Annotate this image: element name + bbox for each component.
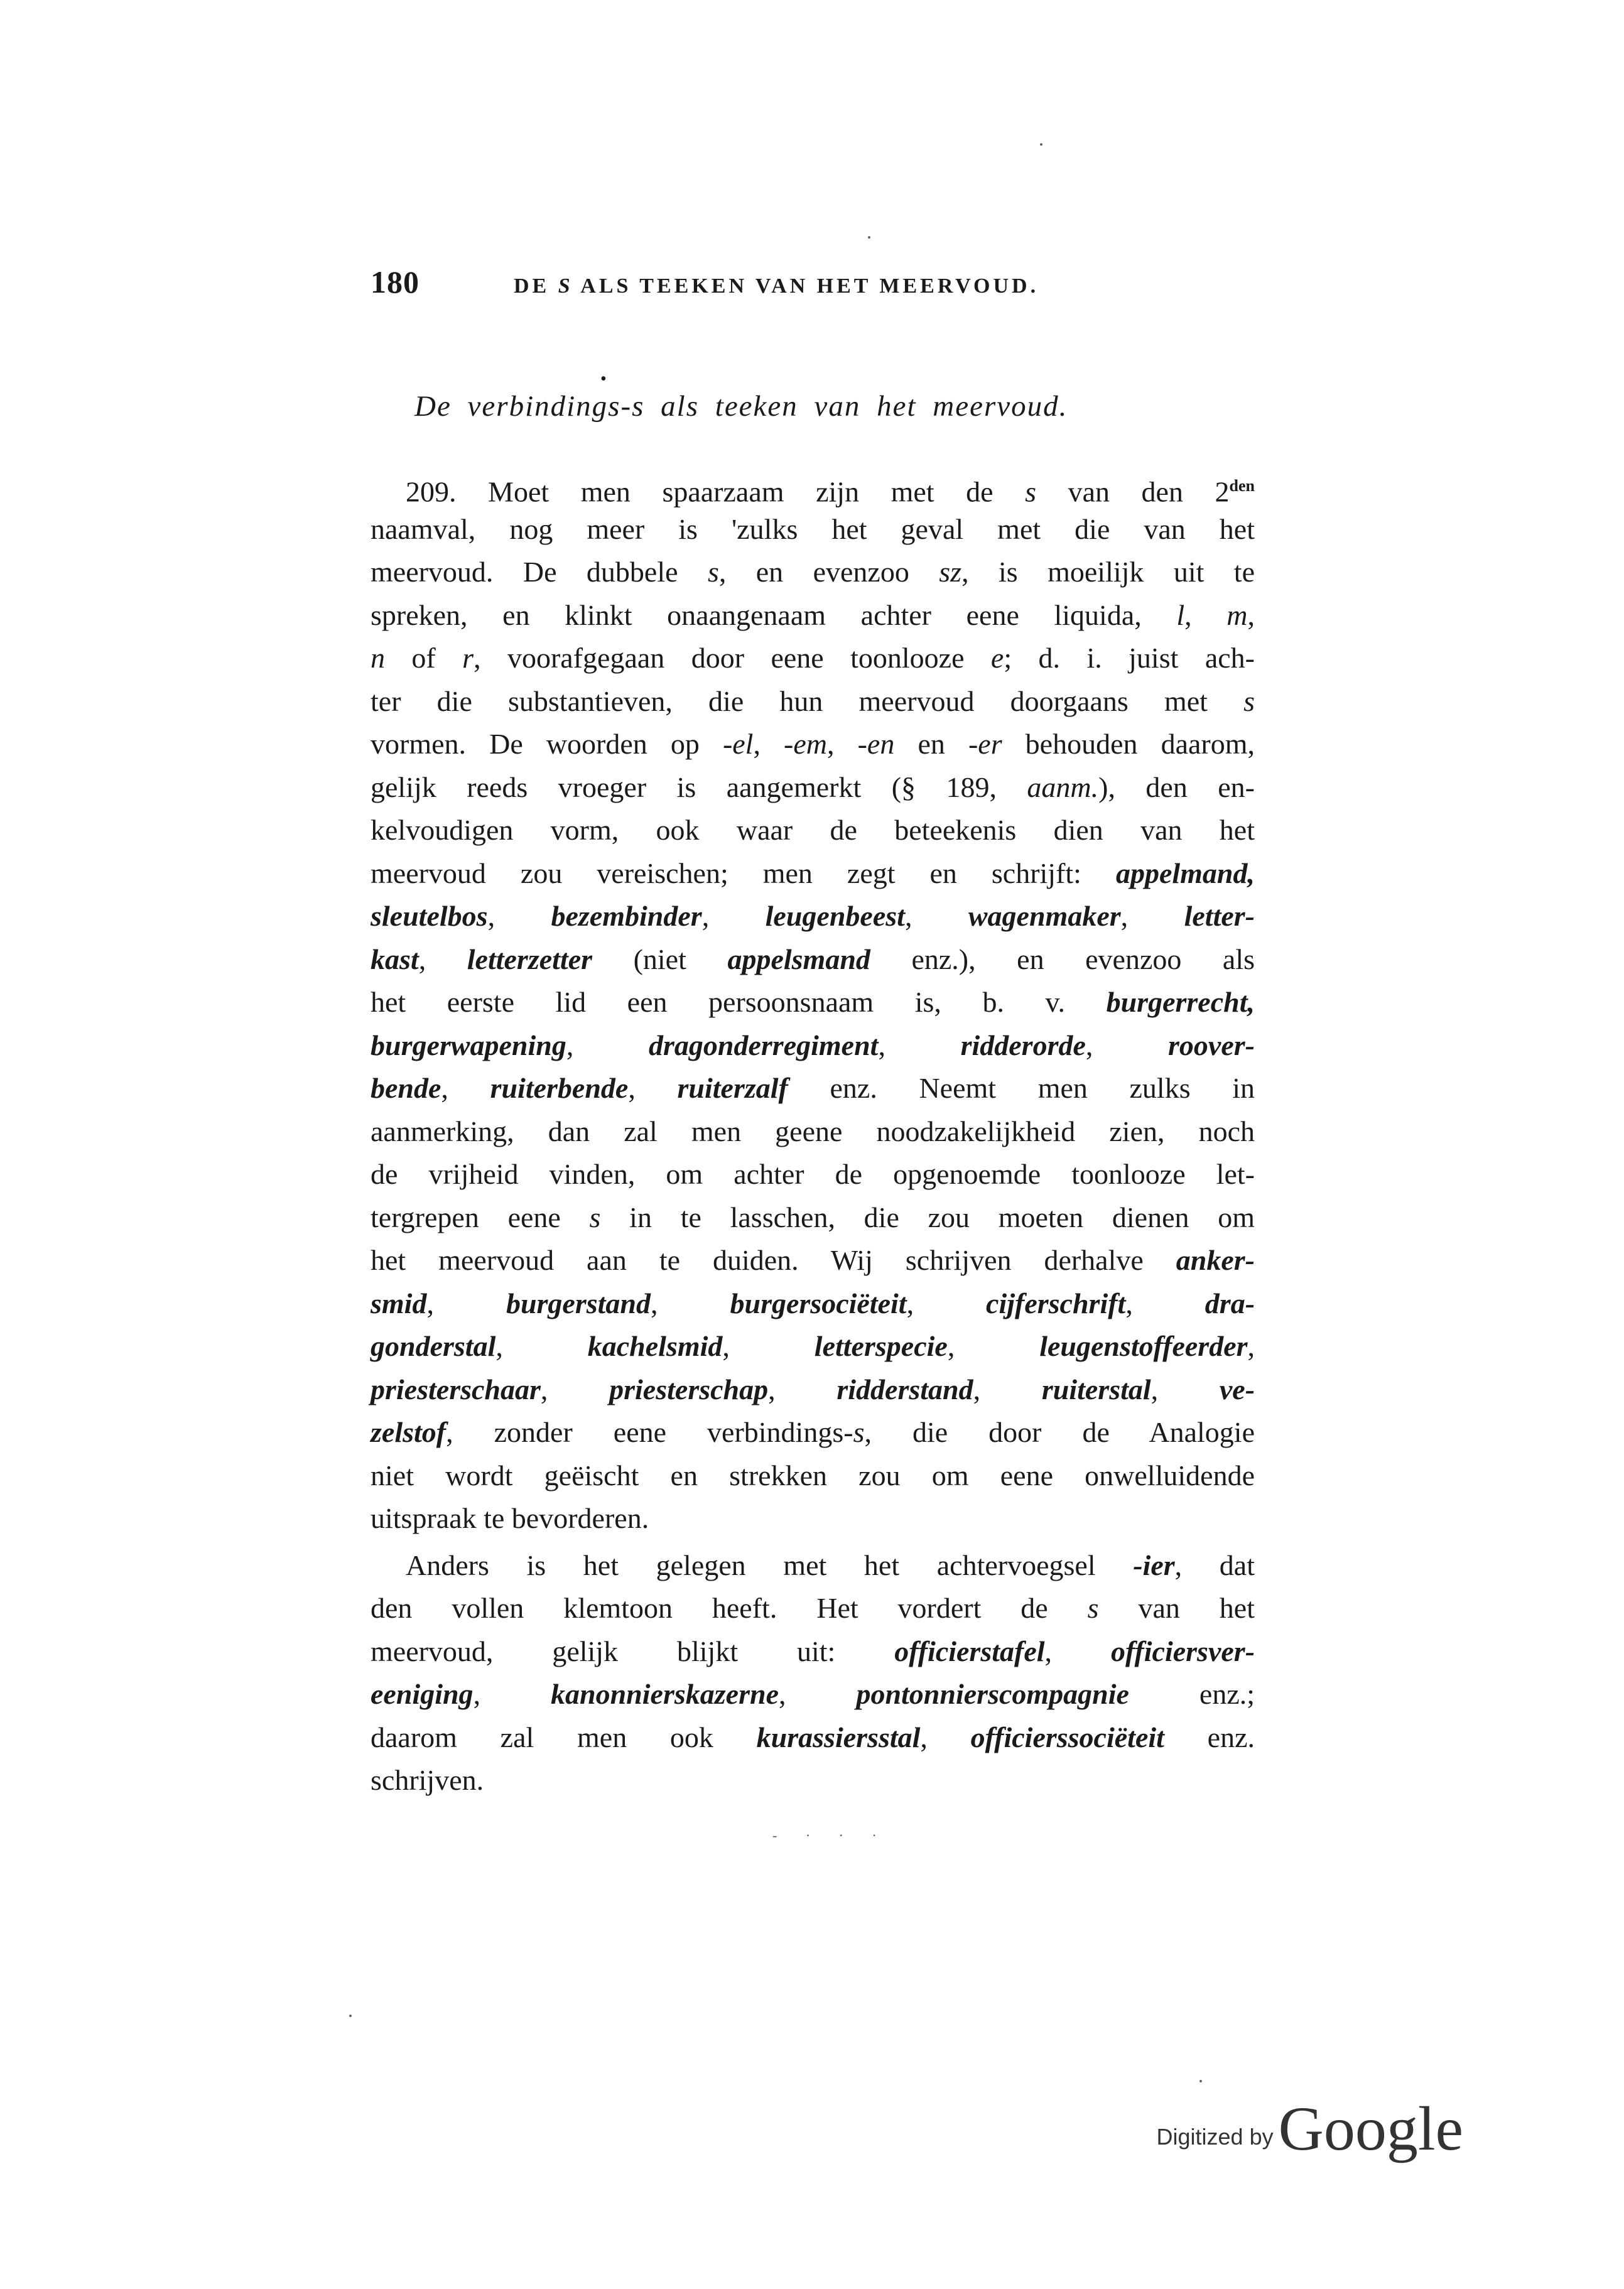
paragraph-anders	[371, 1544, 1255, 1802]
text-run: dra-	[1204, 1287, 1255, 1319]
text-run: ,	[1085, 1029, 1169, 1061]
text-run: en	[894, 728, 968, 760]
text-run: , voorafgegaan door eene toonlooze	[474, 642, 991, 674]
text-line	[371, 1544, 1255, 1588]
text-run: leugenstoffeerder	[1039, 1330, 1248, 1362]
text-run: spreken, en klinkt onaangenaam achter eene liquida,	[371, 598, 1177, 631]
text-run: ,	[628, 1072, 678, 1104]
page-speck	[1040, 143, 1042, 146]
text-run: officierstafel	[894, 1635, 1045, 1667]
text-run: ridderstand	[836, 1373, 973, 1405]
text-run: , en evenzoo	[718, 556, 939, 588]
text-run: -el	[722, 728, 754, 760]
text-run: smid	[371, 1287, 427, 1319]
text-line	[371, 1630, 1255, 1674]
text-run: meervoud, gelijk blijkt uit:	[371, 1635, 895, 1667]
text-run: tergrepen eene	[371, 1201, 590, 1233]
text-run: ,	[1247, 1330, 1255, 1362]
running-title: DE S ALS TEEKEN VAN HET MEERVOUD.	[514, 274, 1039, 298]
body-text	[371, 465, 1255, 1802]
text-run: kurassiersstal	[756, 1721, 921, 1753]
text-line	[371, 809, 1255, 852]
text-run: gelijk reeds vroeger is aangemerkt (§ 189,	[371, 771, 1027, 803]
paragraph-209	[371, 465, 1255, 1540]
text-line	[371, 1716, 1255, 1760]
text-run: ,	[426, 1287, 506, 1319]
text-run: ,	[495, 1330, 588, 1362]
text-run: anker-	[1176, 1244, 1255, 1276]
text-run: officiersver-	[1110, 1635, 1255, 1667]
text-run: e	[990, 642, 1004, 674]
digitized-by-label: Digitized by	[1156, 2124, 1274, 2150]
text-run: s	[1243, 685, 1255, 717]
text-line	[371, 1024, 1255, 1068]
text-run: ,	[947, 1330, 1040, 1362]
text-run: burgerrecht,	[1106, 986, 1255, 1018]
text-run: , dat	[1174, 1549, 1255, 1581]
text-line	[371, 680, 1255, 723]
text-run: aanm.	[1027, 771, 1099, 803]
text-run: de vrijheid vinden, om achter de opgenoemde toonlooze let-	[371, 1158, 1255, 1190]
text-line	[371, 938, 1255, 982]
text-line	[371, 637, 1255, 680]
text-run: ,	[651, 1287, 730, 1319]
text-run: meervoud. De dubbele	[371, 556, 708, 588]
text-run: dragonderregiment	[648, 1029, 879, 1061]
text-run: pontonnierscompagnie	[856, 1678, 1129, 1710]
text-run: ,	[768, 1373, 837, 1405]
text-run: appelmand,	[1115, 857, 1255, 889]
text-run: ,	[778, 1678, 857, 1710]
text-line	[371, 1153, 1255, 1196]
text-run: zelstof	[371, 1416, 447, 1448]
text-line	[371, 1411, 1255, 1454]
text-line	[371, 895, 1255, 938]
text-run: ruiterstal	[1041, 1373, 1151, 1405]
digitized-by-google-watermark	[1112, 2085, 1463, 2163]
google-logo: Google	[1278, 2094, 1463, 2163]
text-line	[371, 1239, 1255, 1282]
text-run: , is moeilijk uit te	[961, 556, 1255, 588]
page-speck	[1199, 2080, 1202, 2082]
text-run: ,	[1125, 1287, 1205, 1319]
text-run: ,	[566, 1029, 649, 1061]
text-line	[371, 981, 1255, 1024]
text-line	[371, 1110, 1255, 1154]
text-run: ,	[753, 728, 784, 760]
text-run: officierssociëteit	[970, 1721, 1164, 1753]
text-run: ,	[418, 943, 467, 975]
text-run: burgerstand	[506, 1287, 651, 1319]
text-line	[371, 852, 1255, 896]
text-line	[371, 465, 1255, 508]
text-run: kast	[371, 943, 419, 975]
running-head	[371, 264, 1124, 301]
text-line	[371, 594, 1255, 637]
text-run: s	[707, 556, 719, 588]
text-run: ruiterbende	[490, 1072, 629, 1104]
text-run: ,	[540, 1373, 610, 1405]
text-run: roover-	[1168, 1029, 1255, 1061]
text-line	[371, 1282, 1255, 1326]
text-run: van den 2	[1036, 475, 1230, 508]
text-run: ,	[827, 728, 858, 760]
text-run: aanmerking, dan zal men geene noodzakelijkheid zien, noch	[371, 1115, 1255, 1147]
text-run: ,	[722, 1330, 815, 1362]
text-run: -ier	[1133, 1549, 1175, 1581]
text-run: ,	[1044, 1635, 1111, 1667]
text-run: kelvoudigen vorm, ook waar de beteekenis dien van het	[371, 814, 1255, 846]
text-run: naamval, nog meer is 'zulks het geval met die van het	[371, 512, 1255, 545]
text-run: 209. Moet men spaarzaam zijn met de	[406, 475, 1026, 508]
text-run: letterzetter	[467, 943, 593, 975]
text-run: den vollen klemtoon heeft. Het vordert de	[371, 1592, 1088, 1624]
text-run: enz. Neemt men zulks in	[788, 1072, 1255, 1104]
text-run: ,	[701, 900, 766, 932]
heading-mark: •	[600, 369, 608, 389]
text-run: den	[1229, 477, 1255, 495]
section-heading	[414, 369, 1231, 423]
page-speck	[868, 236, 870, 239]
text-run: (niet	[592, 943, 728, 975]
text-line	[371, 1368, 1255, 1412]
page-number: 180	[371, 264, 420, 300]
text-run: burgersociëteit	[730, 1287, 907, 1319]
text-run: -er	[968, 728, 1002, 760]
text-line	[371, 766, 1255, 809]
text-run: kanonnierskazerne	[551, 1678, 779, 1710]
text-run: ve-	[1219, 1373, 1255, 1405]
text-run: daarom zal men ook	[371, 1721, 757, 1753]
text-run: ter die substantieven, die hun meervoud doorgaans met	[371, 685, 1244, 717]
text-run: ; d. i. juist ach-	[1004, 642, 1255, 674]
text-run: ,	[906, 1287, 987, 1319]
text-run: s	[853, 1416, 865, 1448]
text-run: ,	[473, 1678, 551, 1710]
text-run: of	[385, 642, 463, 674]
text-run: s	[1025, 475, 1037, 508]
text-run: gonderstal	[371, 1330, 496, 1362]
heading-text: De verbindings-s als teeken van het meervoud.	[414, 390, 1068, 423]
text-run: priesterschaar	[371, 1373, 541, 1405]
page-speck	[349, 2015, 352, 2017]
text-run: -em	[784, 728, 828, 760]
text-run: schrijven.	[371, 1764, 484, 1796]
text-run: behouden daarom,	[1002, 728, 1255, 760]
text-run: ), den en-	[1098, 771, 1255, 803]
text-line	[371, 1067, 1255, 1110]
text-run: l	[1176, 598, 1185, 631]
text-run: ,	[487, 900, 551, 932]
text-run: wagenmaker	[968, 900, 1121, 932]
text-line	[371, 1325, 1255, 1368]
text-run: bende	[371, 1072, 441, 1104]
text-run: n	[371, 642, 385, 674]
text-run: kachelsmid	[587, 1330, 723, 1362]
text-run: uitspraak te bevorderen.	[371, 1502, 649, 1534]
text-run: enz.), en evenzoo als	[870, 943, 1255, 975]
text-run: burgerwapening	[371, 1029, 566, 1061]
text-run: s	[589, 1201, 601, 1233]
text-run: , zonder eene verbindings-	[446, 1416, 853, 1448]
text-run: r	[462, 642, 474, 674]
text-line	[371, 551, 1255, 594]
text-run: -en	[857, 728, 895, 760]
text-run: s	[1087, 1592, 1099, 1624]
text-run: niet wordt geëischt en strekken zou om eene onwelluidende	[371, 1459, 1255, 1491]
text-run: ,	[1120, 900, 1184, 932]
text-run: meervoud zou vereischen; men zegt en schrijft:	[371, 857, 1116, 889]
text-line	[371, 1587, 1255, 1630]
text-run: ,	[1150, 1373, 1220, 1405]
text-run: appelsmand	[727, 943, 870, 975]
text-run: vormen. De woorden op	[371, 728, 723, 760]
text-run: ,	[878, 1029, 961, 1061]
text-run: het eerste lid een persoonsnaam is, b. v.	[371, 986, 1107, 1018]
text-line	[371, 1196, 1255, 1240]
text-run: leugenbeest	[765, 900, 905, 932]
text-run: , die door de Analogie	[864, 1416, 1255, 1448]
text-run: letterspecie	[814, 1330, 948, 1362]
text-line	[371, 1759, 1255, 1802]
text-run: van het	[1098, 1592, 1255, 1624]
text-run: enz.	[1164, 1721, 1255, 1753]
text-run: in te lasschen, die zou moeten dienen om	[600, 1201, 1255, 1233]
text-run: m	[1226, 598, 1248, 631]
text-run: ,	[904, 900, 968, 932]
text-run: eeniging	[371, 1678, 474, 1710]
text-run: letter-	[1184, 900, 1255, 932]
text-run: enz.;	[1129, 1678, 1255, 1710]
text-run: ,	[920, 1721, 971, 1753]
decorative-dots: - · · ·	[772, 1827, 889, 1843]
text-run: priesterschap	[609, 1373, 769, 1405]
text-run: bezembinder	[551, 900, 702, 932]
text-line	[371, 1454, 1255, 1498]
text-run: ruiterzalf	[677, 1072, 788, 1104]
text-run: ,	[1184, 598, 1227, 631]
text-run: cijferschrift	[986, 1287, 1126, 1319]
text-line	[371, 1673, 1255, 1716]
text-run: ,	[1247, 598, 1255, 631]
text-run: sleutelbos	[371, 900, 488, 932]
text-run: sz	[939, 556, 962, 588]
text-run: Anders is het gelegen met het achtervoegsel	[406, 1549, 1134, 1581]
text-line	[371, 508, 1255, 551]
text-run: ,	[441, 1072, 490, 1104]
text-line	[371, 723, 1255, 766]
text-run: ,	[973, 1373, 1042, 1405]
text-run: het meervoud aan te duiden. Wij schrijven derhalve	[371, 1244, 1176, 1276]
text-run: ridderorde	[960, 1029, 1086, 1061]
text-line	[371, 1497, 1255, 1540]
